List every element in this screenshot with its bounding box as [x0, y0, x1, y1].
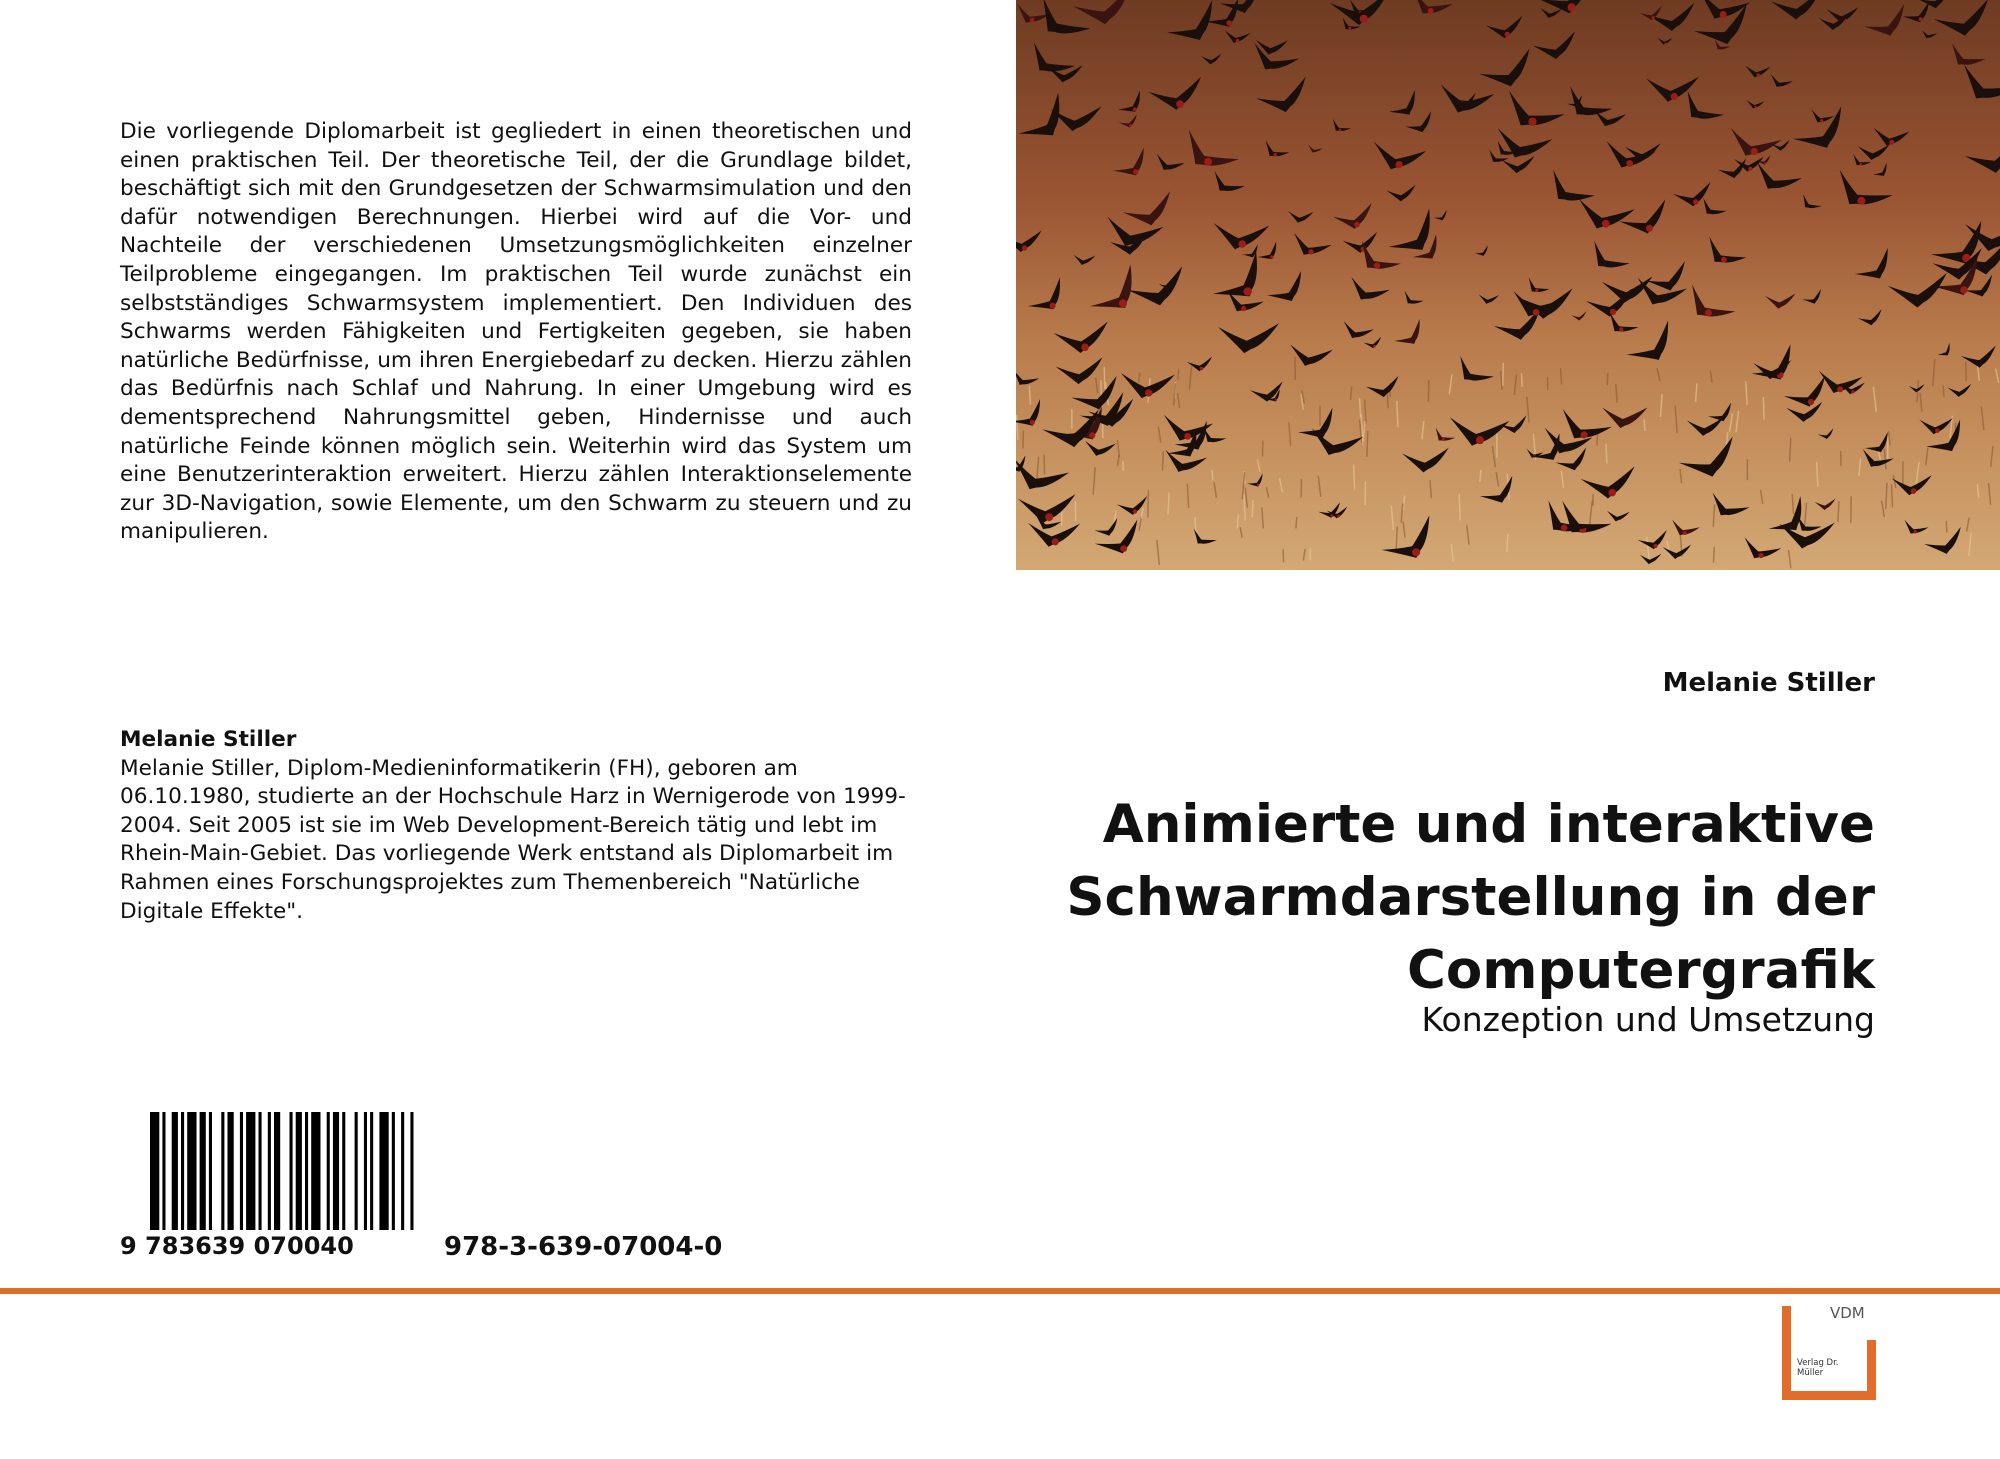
logo-word: VDM	[1830, 1304, 1865, 1322]
bird-red-shoulder	[1052, 538, 1059, 545]
bird-red-shoulder	[1273, 153, 1277, 157]
accent-rule	[0, 1288, 2000, 1294]
bird-red-shoulder	[1664, 42, 1666, 44]
bird-red-shoulder	[1619, 327, 1623, 331]
bird-red-shoulder	[1581, 431, 1588, 438]
grass-stroke	[1367, 431, 1368, 457]
bird-red-shoulder	[1851, 390, 1854, 393]
bird-red-shoulder	[1652, 16, 1655, 19]
bird-red-shoulder	[1374, 263, 1380, 269]
bird-red-shoulder	[1238, 240, 1246, 248]
barcode-bar	[209, 1112, 212, 1230]
bird-red-shoulder	[1045, 513, 1053, 521]
bird-red-shoulder	[1646, 225, 1653, 232]
author-bio	[120, 726, 920, 926]
bird-red-shoulder	[1626, 160, 1633, 167]
bird-red-shoulder	[1720, 11, 1727, 18]
bird-red-shoulder	[1602, 220, 1610, 228]
bird-red-shoulder	[1022, 245, 1027, 250]
bird-red-shoulder	[1428, 8, 1434, 14]
barcode-bars	[120, 1112, 420, 1232]
bird-red-shoulder	[1756, 73, 1759, 76]
bird-red-shoulder	[1257, 484, 1260, 487]
grass-stroke	[1946, 521, 1947, 533]
bird-red-shoulder	[1859, 163, 1862, 166]
bird-red-shoulder	[1236, 39, 1240, 43]
barcode-bar	[150, 1112, 159, 1230]
grass-stroke	[1178, 369, 1179, 381]
bird-swarm-photo	[1016, 0, 2000, 570]
barcode-bar	[364, 1112, 367, 1230]
bird-red-shoulder	[1133, 107, 1137, 111]
bird-red-shoulder	[1610, 309, 1616, 315]
bird-red-shoulder	[1241, 306, 1246, 311]
bird-red-shoulder	[1751, 148, 1758, 155]
barcode-bar	[342, 1112, 345, 1230]
grass-stroke	[1023, 430, 1024, 448]
bird-red-shoulder	[1683, 531, 1687, 535]
grass-stroke	[1459, 494, 1460, 521]
bird-red-shoulder	[1200, 367, 1204, 371]
grass-stroke	[1029, 386, 1030, 405]
bird-red-shoulder	[1442, 438, 1445, 441]
barcode-bar	[355, 1112, 358, 1230]
bird-red-shoulder	[1339, 128, 1342, 131]
barcode-bar	[333, 1112, 339, 1230]
bird-red-shoulder	[1081, 343, 1089, 351]
barcode-bar	[246, 1112, 255, 1230]
bird-red-shoulder	[1653, 544, 1657, 548]
bird-red-shoulder	[1244, 287, 1252, 295]
barcode-bar	[296, 1112, 302, 1230]
bird-red-shoulder	[1808, 399, 1814, 405]
barcode-bar	[240, 1112, 243, 1230]
barcode-bar	[311, 1112, 320, 1230]
bird-red-shoulder	[1396, 161, 1403, 168]
grass-stroke	[1597, 434, 1598, 446]
barcode-bar	[172, 1112, 178, 1230]
bird-red-shoulder	[1561, 525, 1568, 532]
bird-red-shoulder	[1755, 106, 1757, 108]
bird-red-shoulder	[1129, 124, 1132, 127]
barcode-bar	[305, 1112, 308, 1230]
grass-stroke	[1507, 534, 1508, 552]
bird-red-shoulder	[1568, 3, 1576, 11]
grass-stroke	[1104, 367, 1105, 389]
bird-red-shoulder	[1759, 553, 1764, 558]
grass-stroke	[1561, 368, 1562, 384]
bird-red-shoulder	[1960, 286, 1967, 293]
grass-stroke	[1892, 484, 1893, 507]
grass-stroke	[1763, 397, 1764, 420]
bird-red-shoulder	[1373, 345, 1376, 348]
grass-stroke	[1714, 547, 1715, 563]
grass-stroke	[1943, 386, 1944, 397]
barcode-bar	[274, 1112, 280, 1230]
bird-red-shoulder	[1204, 158, 1212, 166]
bird-red-shoulder	[1889, 140, 1894, 145]
bird-red-shoulder	[1270, 255, 1273, 258]
back-cover-blurb: Die vorliegende Diplomarbeit ist gegliedert in einen theoretischen und einen praktischen Teil. Der theoretische Teil, der die Grundlage bildet, beschäftigt sich mit den Grundgesetzen der Schwarmsimulation und den dafür notwendigen Berechnungen. Hierbei wird auf die Vor- und Nachteile der verschiedenen Umsetzungsmöglichkeiten einzelner Teilprobleme eingegangen. Im praktischen Teil wurde zunächst ein selbstständiges Schwarmsystem implementiert. Den Individuen des Schwarms werden Fähigkeiten und Fertigkeiten gegeben, sie haben natürliche Bedürfnisse, um ihren Energiebedarf zu decken. Hierzu zählen das Bedürfnis nach Schlaf und Nahrung. In einer Umgebung wird es dementsprechend Nahrungsmittel geben, Hindernisse und auch natürliche Feinde können möglich sein. Weiterhin wird das System um eine Benutzerinteraktion erweitert. Hierzu zählen Interaktionselemente zur 3D-Navigation, sowie Elemente, um den Schwarm zu steuern und zu manipulieren.	[120, 119, 912, 545]
barcode-bar	[162, 1112, 165, 1230]
book-subtitle: Konzeption und Umsetzung	[1421, 1000, 1875, 1039]
bird-red-shoulder	[1476, 436, 1484, 444]
grass-stroke	[1354, 465, 1355, 491]
grass-stroke	[1360, 398, 1361, 417]
barcode-bar	[379, 1112, 388, 1230]
bird-red-shoulder	[1050, 303, 1056, 309]
barcode-digits: 9 783639 070040	[120, 1232, 354, 1260]
bird-red-shoulder	[1349, 27, 1352, 30]
bird-red-shoulder	[1837, 386, 1843, 392]
grass-stroke	[1644, 420, 1645, 431]
bird-red-shoulder	[1030, 18, 1035, 23]
front-author: Melanie Stiller	[1662, 668, 1875, 698]
bird-red-shoulder	[1354, 222, 1360, 228]
bird-red-shoulder	[1089, 432, 1095, 438]
bird-red-shoulder	[1030, 420, 1035, 425]
barcode-bar	[228, 1112, 234, 1230]
bird-red-shoulder	[1764, 162, 1766, 164]
bird-red-shoulder	[1145, 389, 1152, 396]
bird-red-shoulder	[1528, 118, 1536, 126]
bird-red-shoulder	[1935, 429, 1940, 434]
barcode-bar	[181, 1112, 184, 1230]
bio-text: Melanie Stiller, Diplom-Medieninformatikerin (FH), geboren am 06.10.1980, studierte an der Hochschule Harz in Wernigerode von 1999-2004. Seit 2005 ist sie im Web Development-Bereich tätig und lebt im Rhein-Main-Gebiet. Das vorliegende Werk entstand als Diplomarbeit im Rahmen eines Forschungsprojektes zum Themenbereich "Natürliche Digitale Effekte".	[120, 755, 906, 924]
bird-red-shoulder	[1857, 197, 1865, 205]
bird-red-shoulder	[1308, 249, 1313, 254]
grass-stroke	[1123, 461, 1124, 471]
barcode-bar	[401, 1112, 404, 1230]
grass-stroke	[1252, 500, 1253, 517]
bird-red-shoulder	[1176, 100, 1184, 108]
bird-red-shoulder	[1705, 309, 1712, 316]
bird-red-shoulder	[1275, 399, 1277, 401]
grass-stroke	[1522, 373, 1523, 386]
grass-stroke	[1162, 451, 1163, 470]
bird-red-shoulder	[1533, 309, 1540, 316]
bird-red-shoulder	[1360, 15, 1368, 23]
bird-red-shoulder	[1337, 515, 1340, 518]
bird-red-shoulder	[1820, 119, 1823, 122]
bird-red-shoulder	[1226, 20, 1232, 26]
barcode-bar	[290, 1112, 293, 1230]
bird-red-shoulder	[1748, 167, 1752, 171]
bird-red-shoulder	[1914, 530, 1917, 533]
bird-red-shoulder	[1721, 257, 1727, 263]
barcode-bar	[410, 1112, 413, 1230]
grass-stroke	[1387, 394, 1388, 409]
grass-stroke	[1480, 470, 1481, 482]
bird-red-shoulder	[1133, 169, 1138, 174]
cover-photo-bird-swarm	[1016, 0, 2000, 570]
bird-red-shoulder	[1911, 488, 1917, 494]
grass-stroke	[1148, 490, 1149, 517]
bird-red-shoulder	[1412, 548, 1420, 556]
logo-frame-right	[1867, 1340, 1876, 1400]
bio-author-name: Melanie Stiller	[120, 727, 297, 752]
bird-red-shoulder	[1919, 17, 1923, 21]
barcode-bar	[392, 1112, 395, 1230]
barcode-bar	[370, 1112, 373, 1230]
barcode-bar	[327, 1112, 330, 1230]
logo-subtext: Verlag Dr. Müller	[1797, 1358, 1839, 1378]
bird-red-shoulder	[1693, 199, 1698, 204]
barcode-bar	[221, 1112, 224, 1230]
grass-stroke	[1296, 517, 1297, 528]
bird-red-shoulder	[1671, 93, 1678, 100]
bird-red-shoulder	[1133, 509, 1137, 513]
barcode-bar	[259, 1112, 262, 1230]
grass-stroke	[1310, 548, 1311, 561]
bird-red-shoulder	[1120, 545, 1127, 552]
bird-red-shoulder	[1608, 489, 1616, 497]
bird-red-shoulder	[1505, 32, 1510, 37]
bird-red-shoulder	[1119, 299, 1127, 307]
book-title: Animierte und interaktive Schwarmdarstellung in der Computergrafik	[1066, 794, 1875, 1001]
barcode-bar	[187, 1112, 196, 1230]
grass-stroke	[1607, 373, 1608, 385]
bird-red-shoulder	[1535, 289, 1538, 292]
barcode-bar	[200, 1112, 206, 1230]
grass-stroke	[1606, 444, 1607, 464]
bird-red-shoulder	[1184, 433, 1191, 440]
barcode-bar	[268, 1112, 271, 1230]
isbn-number: 978-3-639-07004-0	[444, 1232, 723, 1262]
